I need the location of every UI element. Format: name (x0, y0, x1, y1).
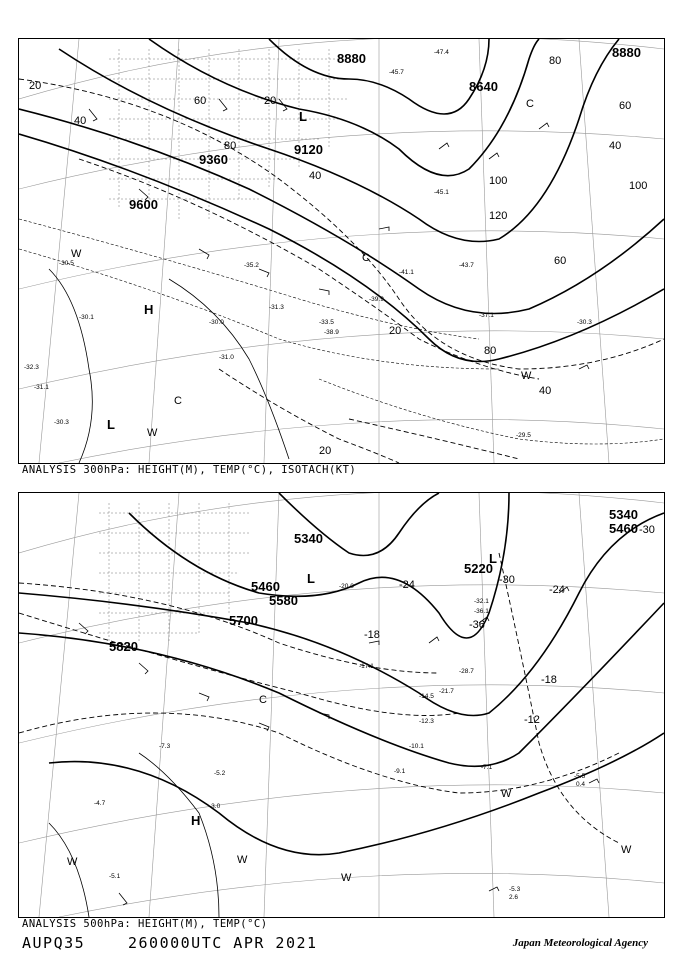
isotach-label: 20 (319, 445, 332, 457)
isotach-label: 100 (489, 175, 508, 187)
height-label: 9120 (294, 142, 323, 157)
svg-text:-14.5: -14.5 (419, 693, 434, 700)
svg-text:-43.7: -43.7 (459, 262, 474, 269)
svg-text:-41.1: -41.1 (399, 269, 414, 276)
temp-contour-label: -18 (364, 629, 380, 641)
svg-text:2.6: 2.6 (509, 894, 519, 901)
svg-text:0.4: 0.4 (576, 781, 586, 788)
height-label: 8640 (469, 79, 498, 94)
svg-text:-38.9: -38.9 (324, 329, 339, 336)
svg-text:-39.9: -39.9 (369, 296, 384, 303)
svg-text:-29.5: -29.5 (516, 432, 531, 439)
svg-text:-3.0: -3.0 (209, 803, 221, 810)
svg-text:-20.0: -20.0 (339, 583, 354, 590)
svg-text:-30.3: -30.3 (577, 319, 592, 326)
warm-label: W (341, 872, 352, 884)
height-label: 5460 (251, 579, 280, 594)
temp-contour-labels-500 (364, 524, 655, 726)
svg-text:-30.1: -30.1 (79, 314, 94, 321)
warm-label: W (521, 370, 532, 382)
station-temp-samples-300 (24, 49, 592, 439)
svg-text:-31.3: -31.3 (269, 304, 284, 311)
height-contours (19, 39, 664, 362)
isotach-label: 80 (224, 140, 237, 152)
svg-text:-31.1: -31.1 (34, 384, 49, 391)
coastline (49, 753, 219, 917)
svg-text:-10.1: -10.1 (409, 743, 424, 750)
height-label: 5820 (109, 639, 138, 654)
isotach-label: 40 (609, 140, 622, 152)
svg-text:-5.3: -5.3 (509, 886, 521, 893)
warm-label: W (147, 427, 158, 439)
temp-contour-label: -30 (639, 524, 655, 536)
high-center-label: H (191, 813, 201, 828)
height-label: 9600 (129, 197, 158, 212)
svg-text:-31.0: -31.0 (219, 354, 234, 361)
warm-label: W (237, 854, 248, 866)
svg-text:-21.7: -21.7 (439, 688, 454, 695)
isotach-label: 60 (554, 255, 567, 267)
isotach-label: 120 (489, 210, 508, 222)
svg-text:-4.7: -4.7 (94, 800, 106, 807)
svg-text:-33.5: -33.5 (319, 319, 334, 326)
isotach-label: 40 (539, 385, 552, 397)
warm-label: W (67, 856, 78, 868)
isotach-label: 60 (619, 100, 632, 112)
svg-text:-7.3: -7.3 (159, 743, 171, 750)
svg-text:-12.3: -12.3 (419, 718, 434, 725)
cold-label: C (174, 395, 182, 407)
svg-text:-17.1: -17.1 (359, 663, 374, 670)
height-label: 5340 (294, 531, 323, 546)
air-mass-labels-500 (67, 694, 632, 884)
height-labels-300 (129, 45, 641, 212)
low-center-label: L (107, 417, 115, 432)
svg-text:-7.1: -7.1 (481, 764, 493, 771)
wind-barbs-300 (89, 99, 589, 369)
valid-time: 260000UTC APR 2021 (128, 934, 318, 952)
warm-label: W (501, 788, 512, 800)
map-300hpa-svg (19, 39, 664, 463)
svg-text:-32.1: -32.1 (474, 598, 489, 605)
svg-text:-30.0: -30.0 (209, 319, 224, 326)
svg-text:-45.7: -45.7 (389, 69, 404, 76)
isotach-label: 60 (194, 95, 207, 107)
temp-contour-label: -24 (549, 584, 565, 596)
map-500hpa-svg (19, 493, 664, 917)
height-label: 5340 (609, 507, 638, 522)
svg-text:-9.1: -9.1 (394, 768, 406, 775)
low-center-label: L (489, 551, 497, 566)
svg-text:-32.3: -32.3 (24, 364, 39, 371)
caption-500hpa: ANALYSIS 500hPa: HEIGHT(M), TEMP(°C) (22, 918, 268, 930)
cold-label: C (362, 252, 370, 264)
svg-text:-47.4: -47.4 (434, 49, 449, 56)
temp-contour-label: -24 (399, 579, 415, 591)
svg-text:-5.5: -5.5 (574, 773, 586, 780)
warm-label: W (71, 248, 82, 260)
svg-text:-35.2: -35.2 (244, 262, 259, 269)
isotach-label: 40 (309, 170, 322, 182)
chart-id: AUPQ35 (22, 934, 86, 952)
height-label: 5700 (229, 613, 258, 628)
height-label: 5580 (269, 593, 298, 608)
temp-contour-label: -36 (469, 619, 485, 631)
isotach-label: 20 (29, 80, 42, 92)
svg-text:-30.3: -30.3 (54, 419, 69, 426)
cold-label: C (259, 694, 267, 706)
cold-label: C (526, 98, 534, 110)
svg-text:-28.7: -28.7 (459, 668, 474, 675)
isotach-label: 20 (264, 95, 277, 107)
map-panel-500hpa (18, 492, 665, 918)
isotach-label: 80 (549, 55, 562, 67)
height-label: 8880 (612, 45, 641, 60)
isotach-label: 40 (74, 115, 87, 127)
agency-credit: Japan Meteorological Agency (512, 937, 648, 949)
caption-300hpa: ANALYSIS 300hPa: HEIGHT(M), TEMP(°C), ISOTACH(KT) (22, 464, 357, 476)
height-label: 5460 (609, 521, 638, 536)
svg-text:-30.5: -30.5 (59, 260, 74, 267)
low-center-label: L (299, 109, 307, 124)
temp-contour-label: -30 (499, 574, 515, 586)
warm-label: W (621, 844, 632, 856)
low-center-label: L (307, 571, 315, 586)
isotach-labels-300 (29, 55, 647, 457)
height-label: 8880 (337, 51, 366, 66)
temp-contour-label: -12 (524, 714, 540, 726)
isotach-label: 20 (389, 325, 402, 337)
map-panel-300hpa (18, 38, 665, 464)
height-label: 9360 (199, 152, 228, 167)
svg-text:-45.1: -45.1 (434, 189, 449, 196)
graticule (19, 39, 664, 463)
svg-text:-36.1: -36.1 (474, 608, 489, 615)
temp-contour-label: -18 (541, 674, 557, 686)
temperature-contours (19, 219, 664, 444)
high-center-label: H (144, 302, 154, 317)
svg-text:-5.2: -5.2 (214, 770, 226, 777)
svg-text:-37.1: -37.1 (479, 312, 494, 319)
wind-barbs-500 (79, 587, 599, 905)
coastline (49, 269, 289, 463)
svg-text:-5.1: -5.1 (109, 873, 121, 880)
height-label: 5220 (464, 561, 493, 576)
isotach-label: 100 (629, 180, 648, 192)
isotach-label: 80 (484, 345, 497, 357)
